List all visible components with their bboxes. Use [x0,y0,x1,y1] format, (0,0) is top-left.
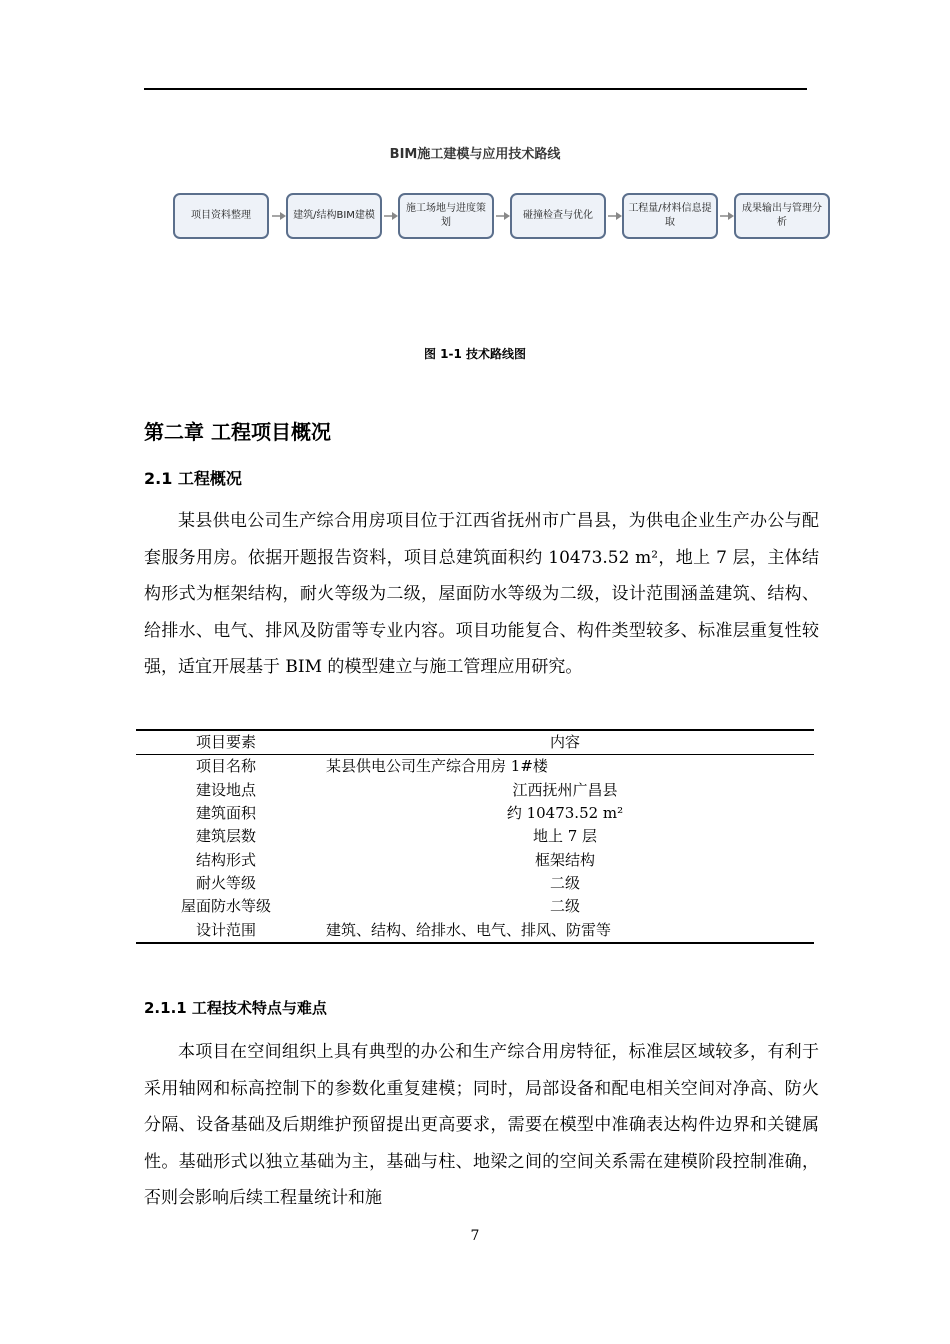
flow-step: 施工场地与进度策划 [398,193,494,239]
flow-step: 工程量/材料信息提取 [622,193,718,239]
page-number: 7 [470,1228,480,1244]
table-cell: 江西抚州广昌县 [512,780,618,799]
subsection-paragraph: 本项目在空间组织上具有典型的办公和生产综合用房特征，标准层区域较多，有利于采用轴网和标高控制下的参数化重复建模；同时，局部设备和配电相关空间对净高、防火分隔、设备基础及后期维护预留提出更高要求，需要在模型中准确表达构件边界和关键属性。基础形式以独立基础为主，基础与柱、地梁之间的空间关系需在建模阶段控制准确，否则会影响后续工程量统计和施 [144,1042,819,1209]
table-cell: 屋面防水等级 [180,897,271,916]
table-cell: 某县供电公司生产综合用房 1#楼 [326,757,548,776]
table-row [136,779,814,802]
table-header-cell: 项目要素 [195,733,256,752]
table-cell: 地上 7 层 [532,827,598,846]
subsection-title: 2.1.1 工程技术特点与难点 [144,999,327,1017]
section-title: 2.1 工程概况 [144,469,242,488]
table-cell: 项目名称 [195,757,256,776]
flow-step: 成果输出与管理分析 [734,193,830,239]
table-cell: 建筑层数 [195,827,256,846]
arrow-right-icon [607,211,623,221]
table-cell: 建设地点 [195,780,256,799]
arrow-right-icon [271,211,287,221]
table-cell: 建筑、结构、给排水、电气、排风、防雷等 [326,920,612,939]
table-row [136,895,814,918]
table-row [136,848,814,871]
figure-caption: 图 1-1 技术路线图 [423,347,527,361]
diagram-title: BIM施工建模与应用技术路线 [389,147,561,162]
table-row [136,825,814,848]
table-cell: 建筑面积 [195,804,256,823]
arrow-right-icon [495,211,511,221]
table-cell: 结构形式 [195,850,256,869]
project-info-table [136,729,814,944]
chapter-title: 第二章 工程项目概况 [144,420,331,444]
table-row [136,918,814,942]
arrow-right-icon [383,211,399,221]
table-row [136,802,814,825]
table-cell: 二级 [549,897,580,916]
section-paragraph: 某县供电公司生产综合用房项目位于江西省抚州市广昌县，为供电企业生产办公与配套服务用房。依据开题报告资料，项目总建筑面积约 10473.52 m²，地上 7 层，主体结构形式为框架结构，耐火等级为二级，屋面防水等级为二级，设计范围涵盖建筑、结构、给排水、电气、排风及防雷等专业内容。项目功能复合、构件类型较多、标准层重复性较强，适宜开展基于 BIM 的模型建立与施工管理应用研究。 [144,511,819,678]
table-cell: 耐火等级 [195,873,256,892]
technical-route-diagram [173,193,833,243]
table-header-row [136,730,814,755]
table-cell: 框架结构 [534,850,595,869]
table-cell: 约 10473.52 m² [506,804,624,823]
header-rule [144,88,807,90]
table-cell: 设计范围 [195,920,256,939]
arrow-right-icon [719,211,735,221]
table-row [136,872,814,895]
table-row [136,755,814,779]
flow-step: 建筑/结构BIM建模 [286,193,382,239]
table-cell: 二级 [549,873,580,892]
flow-step: 项目资料整理 [173,193,269,239]
flow-step: 碰撞检查与优化 [510,193,606,239]
table-header-cell: 内容 [549,733,580,752]
